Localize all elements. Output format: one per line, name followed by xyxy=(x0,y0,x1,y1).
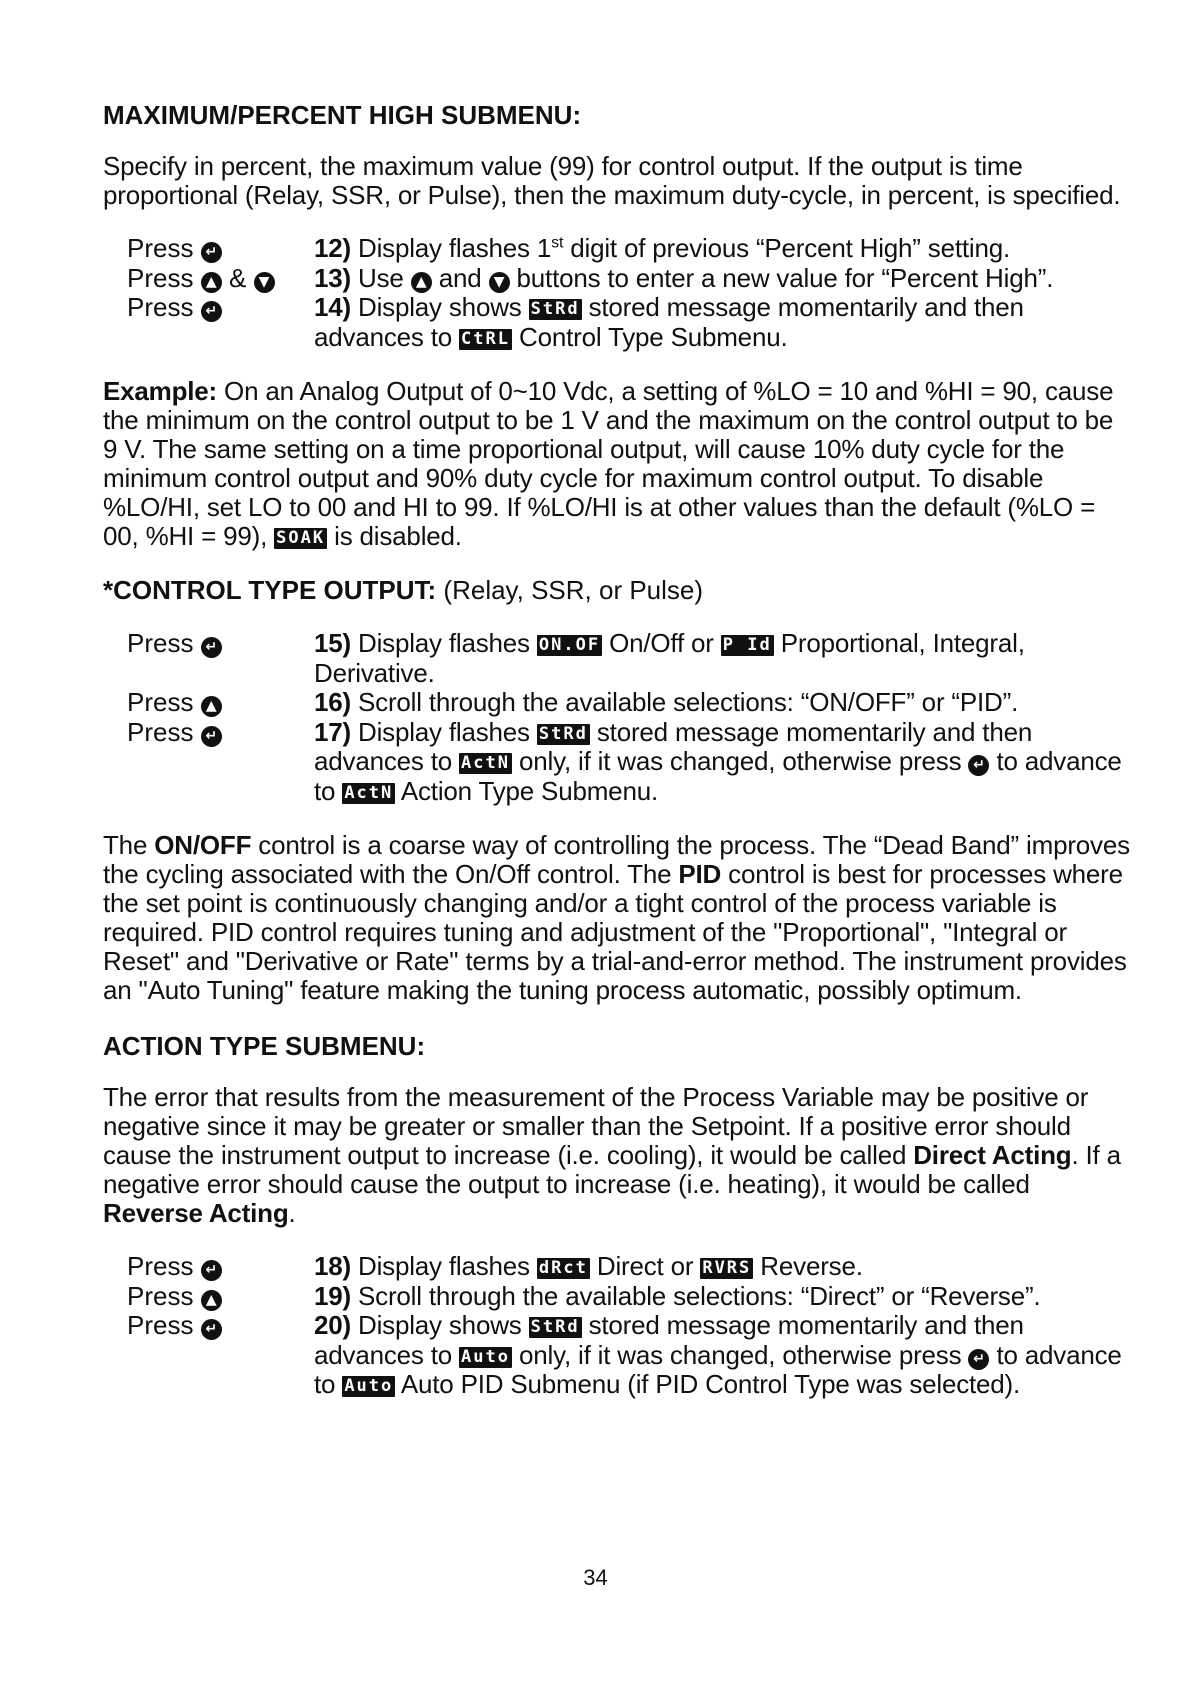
step-text: stored message momentarily and then advances to xyxy=(314,716,1033,776)
step-14 xyxy=(127,293,1133,352)
enter-icon: ↵ xyxy=(201,242,222,263)
step-text: Proportional, Integral, Derivative. xyxy=(314,628,1025,688)
step-text: and xyxy=(431,262,489,293)
step-text: On/Off or xyxy=(602,628,721,658)
step-20 xyxy=(127,1311,1133,1400)
step-text: Scroll through the available selections: “Direct” or “Reverse”. xyxy=(350,1280,1041,1311)
step-text: digit of previous “Percent High” setting. xyxy=(563,233,1011,263)
step-desc xyxy=(314,629,1133,688)
step-text: Reverse. xyxy=(753,1251,863,1281)
step-text: only, if it was changed, otherwise press xyxy=(511,746,969,776)
step-text: stored message momentarily and then advances to xyxy=(314,1310,1024,1370)
enter-icon: ↵ xyxy=(201,726,222,747)
lcd-display-auto: Auto xyxy=(344,1376,394,1396)
lcd-display-pid: P Id xyxy=(722,635,772,655)
heading-control-type xyxy=(103,575,1133,605)
action-type-steps xyxy=(127,1252,1133,1400)
lcd-display-auto: Auto xyxy=(461,1346,510,1367)
step-18 xyxy=(127,1252,1133,1282)
step-number: 18) xyxy=(314,1251,351,1281)
up-arrow-icon: ▲ xyxy=(201,272,222,293)
onoff-pid-paragraph xyxy=(103,831,1133,1005)
step-number: 15) xyxy=(314,628,351,658)
lcd-display-reverse: RVRS xyxy=(702,1258,752,1278)
step-desc xyxy=(314,293,1133,352)
para-text: control is best for processes where the set point is continuously changing and/or a tight control of the process variable is required. PID control requires tuning and adjustment of the "Proportional", "Integral or Reset" and "Derivative or Rate" terms by a trial-and-error method. The instrument provides an "Auto Tuning" feature making the tuning process automatic, possibly optimum. xyxy=(103,859,1127,1005)
heading-normal: (Relay, SSR, or Pulse) xyxy=(436,575,704,605)
para-text: . If a negative error should cause the output to increase (i.e. heating), it would be called xyxy=(103,1140,1121,1199)
lcd-display-stored: StRd xyxy=(538,723,588,744)
press-label: Press xyxy=(127,233,194,263)
enter-icon: ↵ xyxy=(201,1319,222,1340)
press-cell xyxy=(127,1252,314,1282)
step-desc xyxy=(314,1252,1133,1282)
heading-bold: *CONTROL TYPE OUTPUT: xyxy=(103,575,437,605)
enter-icon: ↵ xyxy=(968,755,989,776)
step-text: Scroll through the available selections: “ON/OFF” or “PID”. xyxy=(350,687,1019,717)
para-text: . xyxy=(288,1198,296,1228)
ampersand: & xyxy=(228,262,247,293)
enter-icon: ↵ xyxy=(201,1260,222,1281)
example-text: On an Analog Output of 0~10 Vdc, a setting of %LO = 10 and %HI = 90, cause the minimum on the control output to be 1 V and the maximum on the control output to be 9 V. The same setting on a time proportional output, will cause 10% duty cycle for the minimum control output and 90% duty cycle for maximum control output. To disable %LO/HI, set LO to 00 and HI to 99. If %LO/HI is at other values than the default (%LO = 00, %HI = 99), xyxy=(103,376,1114,551)
lcd-display-action: ActN xyxy=(461,753,510,773)
step-desc xyxy=(314,1282,1133,1312)
bold-term: Reverse Acting xyxy=(103,1198,289,1228)
step-desc xyxy=(314,718,1133,807)
manual-page xyxy=(103,100,1133,1400)
lcd-display-onoff: ON.OF xyxy=(538,635,601,655)
step-text: Display flashes xyxy=(350,628,537,658)
up-arrow-icon: ▲ xyxy=(201,696,222,717)
step-text: Display shows xyxy=(350,292,529,322)
bold-term: Direct Acting xyxy=(913,1140,1072,1170)
press-label: Press xyxy=(127,262,194,293)
percent-high-description: Specify in percent, the maximum value (99) for control output. If the output is time proportional (Relay, SSR, or Pulse), then the maximum duty-cycle, in percent, is specified. xyxy=(103,151,1121,210)
step-text: Display flashes 1 xyxy=(350,233,552,263)
press-cell xyxy=(127,1311,314,1400)
step-16 xyxy=(127,688,1133,718)
control-type-steps xyxy=(127,629,1133,806)
step-text: only, if it was changed, otherwise press xyxy=(511,1339,969,1370)
press-label: Press xyxy=(127,628,194,658)
example-label: Example: xyxy=(103,376,218,406)
down-arrow-icon: ▼ xyxy=(489,272,510,293)
step-12 xyxy=(127,234,1133,264)
lcd-display-control: CtRL xyxy=(461,328,510,349)
para-text: The xyxy=(103,830,155,860)
step-desc xyxy=(314,688,1133,718)
down-arrow-icon: ▼ xyxy=(254,272,275,293)
step-number: 17) xyxy=(314,716,351,747)
step-number: 19) xyxy=(314,1280,351,1311)
step-19 xyxy=(127,1282,1133,1312)
action-type-description xyxy=(103,1083,1133,1228)
press-cell xyxy=(127,688,314,718)
press-cell xyxy=(127,718,314,807)
percent-high-steps xyxy=(127,234,1133,352)
lcd-display-stored: StRd xyxy=(530,1317,580,1337)
step-text: to advance to xyxy=(314,1339,1122,1399)
ordinal-suffix: st xyxy=(551,234,564,252)
up-arrow-icon: ▲ xyxy=(201,1290,222,1311)
step-text: Display flashes xyxy=(350,716,537,747)
lcd-display-direct: dRct xyxy=(538,1258,588,1278)
step-text: to advance to xyxy=(314,746,1122,806)
press-label: Press xyxy=(127,1310,194,1340)
lcd-display-stored: StRd xyxy=(530,299,580,319)
step-desc xyxy=(314,264,1133,294)
step-text: Action Type Submenu. xyxy=(395,775,658,806)
step-15 xyxy=(127,629,1133,688)
step-text: Auto PID Submenu (if PID Control Type was selected). xyxy=(395,1369,1021,1399)
lcd-display-soak: SOAK xyxy=(276,528,326,548)
enter-icon: ↵ xyxy=(201,301,222,322)
step-text: Display shows xyxy=(350,1310,529,1340)
lcd-display-action: ActN xyxy=(344,782,394,803)
heading-percent-high: MAXIMUM/PERCENT HIGH SUBMENU: xyxy=(103,100,582,130)
press-label: Press xyxy=(127,1251,194,1281)
step-number: 20) xyxy=(314,1310,351,1340)
example-paragraph xyxy=(103,377,1133,551)
press-label: Press xyxy=(127,716,194,747)
page-number: 34 xyxy=(583,1565,608,1590)
step-13 xyxy=(127,264,1133,294)
enter-icon: ↵ xyxy=(968,1349,989,1370)
step-desc xyxy=(314,1311,1133,1400)
press-cell xyxy=(127,264,314,294)
step-number: 13) xyxy=(314,262,351,293)
press-cell xyxy=(127,629,314,688)
press-cell xyxy=(127,234,314,264)
step-number: 14) xyxy=(314,292,351,322)
step-text: buttons to enter a new value for “Percent High”. xyxy=(509,262,1054,293)
step-text: Use xyxy=(350,262,411,293)
up-arrow-icon: ▲ xyxy=(411,272,432,293)
step-text: Display flashes xyxy=(350,1251,537,1281)
press-label: Press xyxy=(127,687,194,717)
para-text: control is a coarse way of controlling the process. The “Dead Band” improves the cycling associated with the On/Off control. The xyxy=(103,830,1130,889)
press-label: Press xyxy=(127,292,194,322)
press-label: Press xyxy=(127,1280,194,1311)
step-17 xyxy=(127,718,1133,807)
press-cell xyxy=(127,293,314,352)
bold-term: PID xyxy=(678,859,722,889)
step-number: 16) xyxy=(314,687,351,717)
press-cell xyxy=(127,1282,314,1312)
step-text: Direct or xyxy=(589,1251,701,1281)
step-text: Control Type Submenu. xyxy=(511,321,788,352)
heading-action-type: ACTION TYPE SUBMENU: xyxy=(103,1031,426,1061)
enter-icon: ↵ xyxy=(201,637,222,658)
example-text: is disabled. xyxy=(327,521,462,551)
step-number: 12) xyxy=(314,233,351,263)
para-text: The error that results from the measurement of the Process Variable may be positive or negative since it may be greater or smaller than the Setpoint. If a positive error should cause the instrument output to increase (i.e. cooling), it would be called xyxy=(103,1082,1089,1170)
bold-term: ON/OFF xyxy=(154,830,252,860)
step-text: stored message momentarily and then advances to xyxy=(314,292,1024,352)
step-desc xyxy=(314,234,1133,264)
